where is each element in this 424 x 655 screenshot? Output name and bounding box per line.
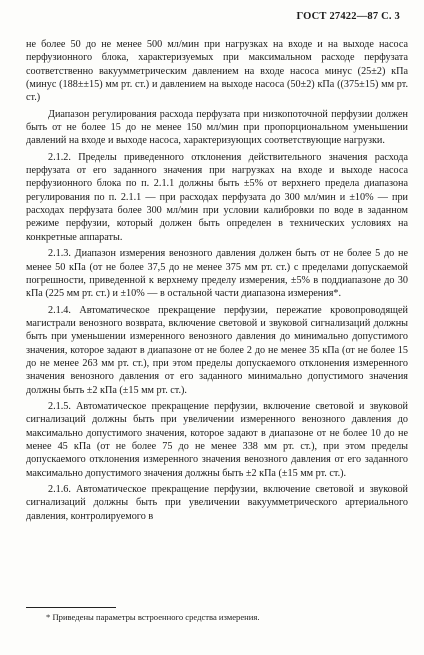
paragraph: 2.1.5. Автоматическое прекращение перфузии, включение световой и звуковой сигнализаций должны быть при увеличении измеренного венозного давления до максимально допустимого значения, которое задают в диапазоне от не более 10 до не менее 45 кПа (от не более 75 до не менее 338 мм рт. ст.), при этом пределы допускаемого отклонения измеренного значения венозного давления от его заданного максимально допустимого значения должны быть ±2 кПа (±15 мм рт. ст.). bbox=[26, 400, 408, 479]
footnote: * Приведены параметры встроенного средства измерения. bbox=[46, 612, 260, 622]
paragraph: 2.1.6. Автоматическое прекращение перфузии, включение световой и звуковой сигнализаций должны быть при увеличении вакуумметрического артериального давления, контролируемого в bbox=[26, 484, 408, 522]
footnote-divider bbox=[26, 607, 116, 608]
page-header: ГОСТ 27422—87 С. 3 bbox=[296, 11, 400, 22]
document-body bbox=[26, 38, 408, 526]
paragraph: 2.1.3. Диапазон измерения венозного давления должен быть от не более 5 до не менее 50 кПа (от не более 37,5 до не менее 375 мм рт. ст.) с пределами допускаемой погрешности, приведенной к верхнему пределу измерения, ±5% в поддиапазоне до 30 кПа (225 мм рт. ст.) и ±10% — в остальной части диапазона измерения*. bbox=[26, 248, 408, 300]
paragraph: не более 50 до не менее 500 мл/мин при нагрузках на входе и на выходе насоса перфузионного блока, характеризуемых при максимальном расходе перфузата соответственно вакуумметрическим давлением на входе насоса минус (25±2) кПа (минус (188±±15) мм рт. ст.) и давлением на выходе насоса (50±2) кПа ((375±15) мм рт. ст.) bbox=[26, 39, 408, 104]
paragraph: Диапазон регулирования расхода перфузата при низкопоточной перфузии должен быть от не более 15 до не менее 150 мл/мин при пропорциональном уменьшении давлений на входе и выходе насоса, характеризующих соответствующие нагрузки. bbox=[26, 108, 408, 147]
paragraph: 2.1.2. Пределы приведенного отклонения действительного значения расхода перфузата от его заданного значения при нагрузках на входе и выходе насоса перфузионного блока по п. 2.1.1 должны быть ±5% от верхнего предела диапазона регулирования по п. 2.1.1 — при расходах перфузата до 300 мл/мин и ±10% — при расходах перфузата более 300 мл/мин при условии калибровки по воде в заданном режиме перфузии, который должен быть определен в технических условиях на конкретные аппараты. bbox=[26, 151, 408, 243]
paragraph: 2.1.4. Автоматическое прекращение перфузии, пережатие кровопроводящей магистрали венозного возврата, включение световой и звуковой сигнализаций должны быть при уменьшении измеренного венозного давления до минимально допустимого значения, которое задают в диапазоне от не более 2 до не менее 35 кПа (от не более 15 до не менее 263 мм рт. ст.), при этом пределы допускаемого отклонения измеренного значения венозного давления от его заданного минимально допустимого значения должны быть ±2 кПа (±15 мм рт. ст.). bbox=[26, 304, 408, 396]
